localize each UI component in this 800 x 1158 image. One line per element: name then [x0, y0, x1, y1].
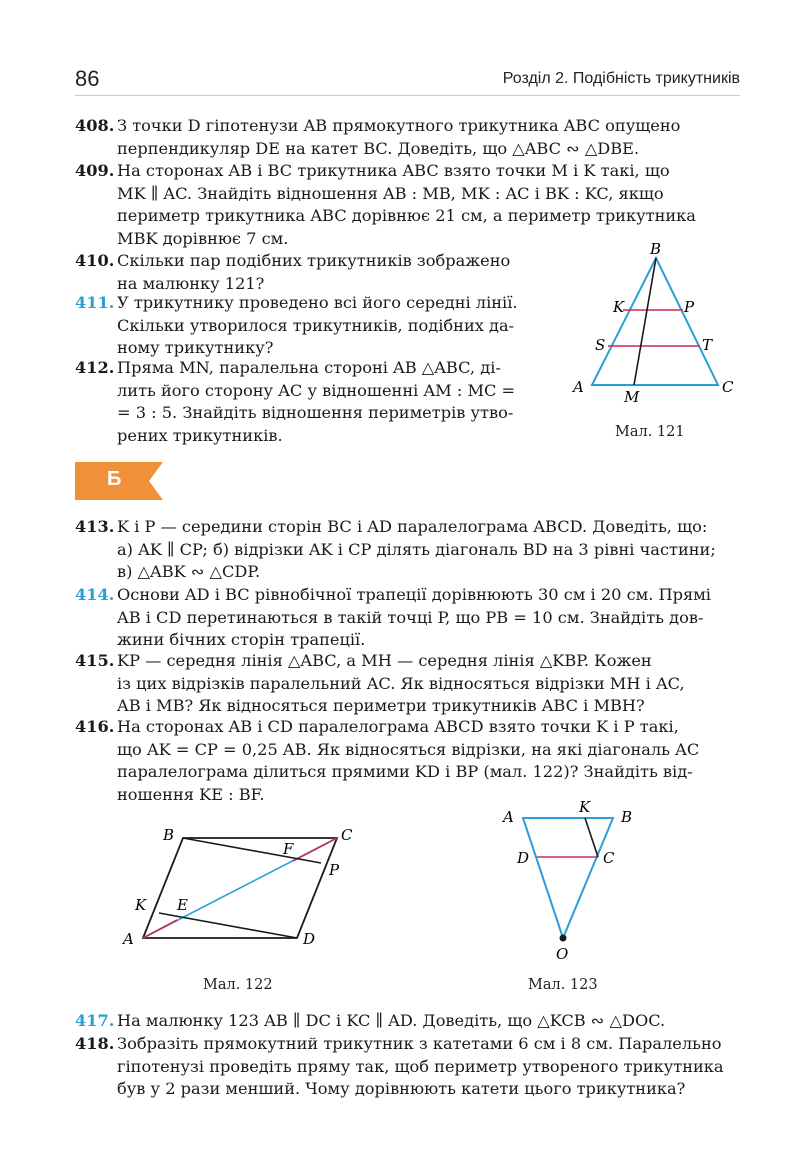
- problem-line: AB і CD перетинаються в такій точці P, що PB = 10 см. Знайдіть дов-: [117, 607, 704, 627]
- triangle-abo: [523, 818, 613, 938]
- figure-123: [495, 795, 655, 965]
- problem-number: 408.: [75, 116, 115, 135]
- page-number: 86: [75, 66, 100, 91]
- segment-kc: [585, 818, 598, 857]
- problem-line: периметр трикутника ABC дорівнює 21 см, а периметр трикутника: [117, 206, 696, 226]
- caption-121: Мал. 121: [615, 424, 685, 440]
- problem-line: на малюнку 121?: [117, 273, 265, 293]
- problem-line: KP — середня лінія △ABC, а MH — середня лінія △KBP. Кожен: [117, 651, 652, 670]
- figure-122: [115, 820, 375, 960]
- problem-line: Зобразіть прямокутний трикутник з катетами 6 см і 8 см. Паралельно: [117, 1034, 722, 1053]
- problem-418: [75, 1033, 740, 1101]
- label-s: S: [595, 336, 606, 354]
- problem-line: жини бічних сторін трапеції.: [117, 630, 366, 650]
- problem-number: 414.: [75, 585, 115, 604]
- problem-number: 413.: [75, 517, 115, 536]
- label-k: K: [579, 798, 591, 816]
- problem-409: [75, 160, 740, 250]
- problem-416: [75, 716, 740, 806]
- label-a: A: [573, 378, 584, 396]
- problem-number: 409.: [75, 161, 115, 180]
- problem-line: На малюнку 123 AB ∥ DC і KC ∥ AD. Доведіть, що △KCB ∾ △DOC.: [117, 1011, 666, 1030]
- problem-414: [75, 584, 740, 652]
- problem-number: 412.: [75, 358, 115, 377]
- problem-line: лить його сторону AC у відношенні AM : MC =: [117, 380, 516, 400]
- problem-415: [75, 650, 740, 718]
- problem-number: 410.: [75, 251, 115, 270]
- label-c: C: [722, 378, 734, 396]
- problem-line: Скільки пар подібних трикутників зображено: [117, 251, 511, 270]
- problem-line: ному трикутнику?: [117, 338, 274, 358]
- label-f: F: [283, 840, 294, 858]
- segment-bm: [634, 258, 656, 385]
- label-m: M: [624, 388, 640, 406]
- label-o: O: [556, 945, 569, 963]
- problem-line: що AK = CP = 0,25 AB. Як відносяться відрізки, на які діагональ AC: [117, 739, 700, 759]
- problem-413: [75, 516, 740, 584]
- problem-408: [75, 115, 740, 160]
- problem-line: паралелограма ділиться прямими KD і BP (мал. 122)? Знайдіть від-: [117, 762, 693, 782]
- problem-line: Пряма MN, паралельна стороні AB △ABC, ді-: [117, 358, 501, 377]
- label-b: B: [650, 240, 662, 258]
- problem-412: [75, 357, 530, 447]
- problem-411: [75, 292, 530, 360]
- problem-line: гіпотенузі проведіть пряму так, щоб периметр утвореного трикутника: [117, 1056, 724, 1076]
- page-header: [75, 62, 740, 96]
- problem-line: Основи AD і BC рівнобічної трапеції дорівнюють 30 см і 20 см. Прямі: [117, 585, 711, 604]
- label-p: P: [684, 298, 695, 316]
- label-t: T: [702, 336, 713, 354]
- problem-line: був у 2 рази менший. Чому дорівнюють катети цього трикутника?: [117, 1079, 686, 1099]
- label-p: P: [329, 861, 340, 879]
- problem-line: = 3 : 5. Знайдіть відношення периметрів утво-: [117, 403, 514, 423]
- triangle-abc: [592, 258, 718, 385]
- problem-line: із цих відрізків паралельний AC. Як відносяться відрізки MH і AC,: [117, 673, 685, 693]
- problem-number: 418.: [75, 1034, 115, 1053]
- problem-number: 411.: [75, 293, 115, 312]
- problem-line: ношення KE : BF.: [117, 784, 265, 804]
- problem-number: 416.: [75, 717, 115, 736]
- problem-line: У трикутнику проведено всі його середні лінії.: [117, 293, 518, 312]
- label-c: C: [603, 849, 615, 867]
- segment-bp: [183, 838, 321, 863]
- label-d: D: [517, 849, 530, 867]
- segment-kd: [159, 913, 297, 938]
- problem-line: K і P — середини сторін BC і AD паралелограма ABCD. Доведіть, що:: [117, 517, 708, 536]
- level-marker-label: Б: [107, 468, 122, 490]
- label-b: B: [163, 826, 175, 844]
- caption-123: Мал. 123: [528, 977, 598, 993]
- problem-line: MBK дорівнює 7 см.: [117, 228, 289, 248]
- caption-122: Мал. 122: [203, 977, 273, 993]
- diagonal-ac-end-a: [143, 920, 177, 938]
- problem-line: рених трикутників.: [117, 425, 283, 445]
- problem-number: 415.: [75, 651, 115, 670]
- label-k: K: [135, 896, 147, 914]
- label-a: A: [503, 808, 514, 826]
- problem-line: Скільки утворилося трикутників, подібних да-: [117, 315, 515, 335]
- problem-410: [75, 250, 530, 295]
- label-e: E: [177, 896, 188, 914]
- figure-121: [560, 240, 750, 440]
- diagonal-ac-end-c: [293, 838, 337, 861]
- label-d: D: [303, 930, 316, 948]
- label-k: K: [613, 298, 625, 316]
- problem-line: в) △ABK ∾ △CDP.: [117, 562, 261, 582]
- label-c: C: [341, 826, 353, 844]
- problem-line: На сторонах AB і BC трикутника ABC взято точки M і K такі, що: [117, 161, 670, 180]
- problem-line: З точки D гіпотенузи AB прямокутного трикутника ABC опущено: [117, 116, 681, 135]
- problem-417: [75, 1010, 740, 1033]
- point-o: [560, 935, 567, 942]
- problem-line: AB і MB? Як відносяться периметри трикутників ABC і MBH?: [117, 696, 645, 716]
- label-b: B: [621, 808, 633, 826]
- problem-number: 417.: [75, 1011, 115, 1030]
- problem-line: MK ∥ AC. Знайдіть відношення AB : MB, MK : AC і BK : KC, якщо: [117, 183, 664, 203]
- problem-line: перпендикуляр DE на катет BC. Доведіть, що △ABC ∾ △DBE.: [117, 138, 640, 158]
- label-a: A: [123, 930, 134, 948]
- problem-line: На сторонах AB і CD паралелограма ABCD взято точки K і P такі,: [117, 717, 679, 736]
- header-rule: [75, 95, 740, 96]
- section-title: Розділ 2. Подібність трикутників: [502, 70, 740, 87]
- problem-line: а) AK ∥ CP; б) відрізки AK і CP ділять діагональ BD на 3 рівні частини;: [117, 539, 716, 559]
